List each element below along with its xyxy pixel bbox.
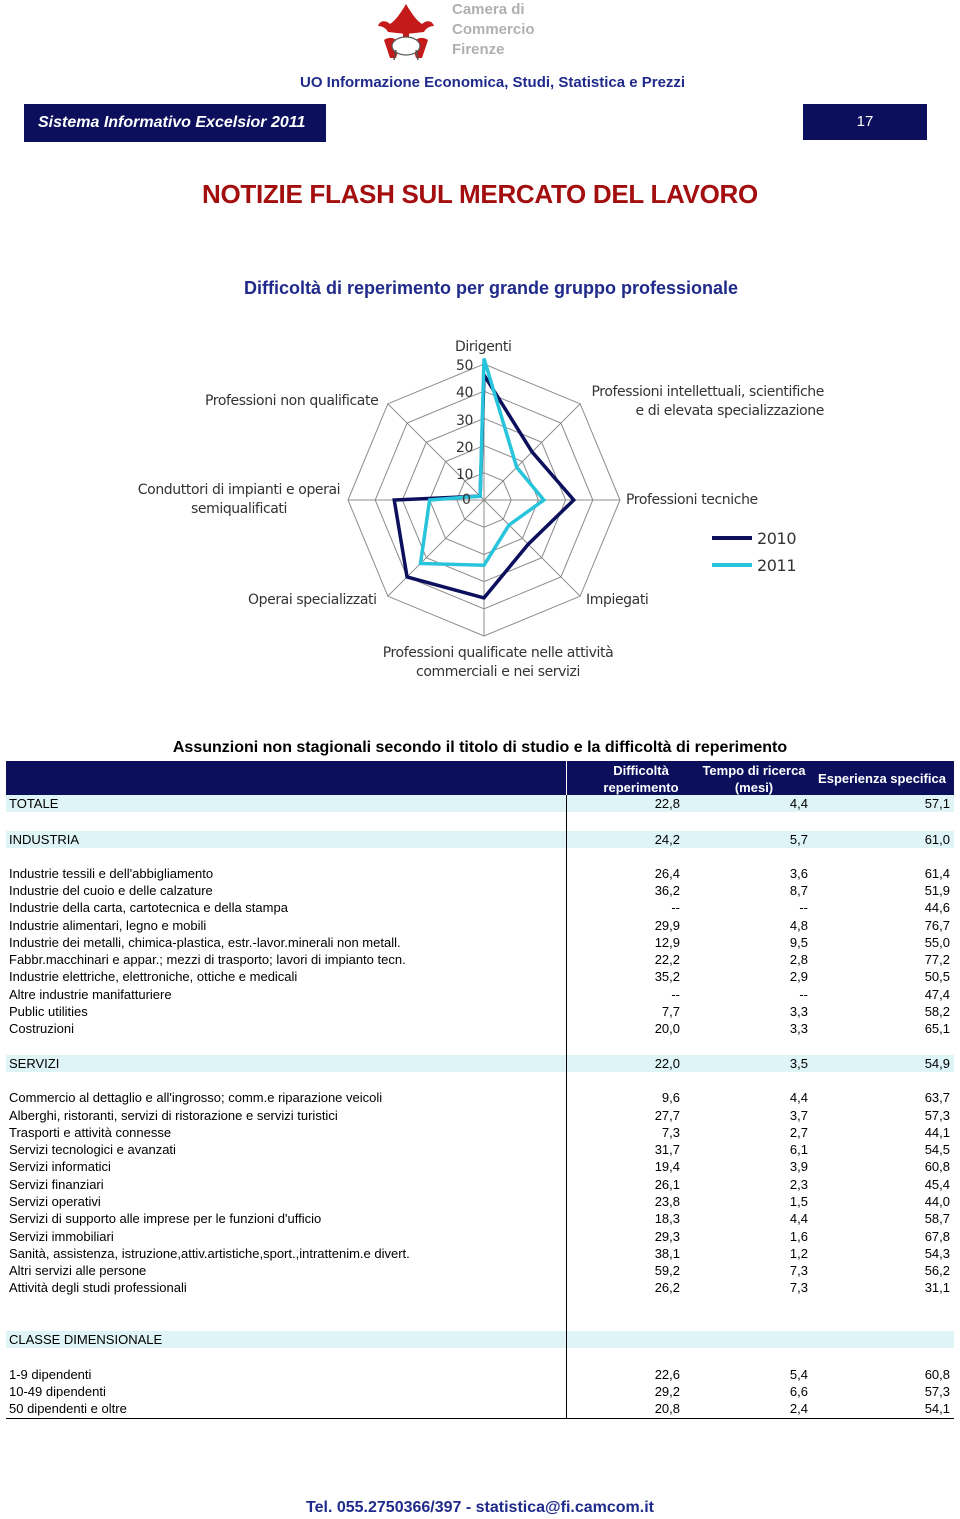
legend-label-2010: 2010 (757, 529, 797, 548)
table-row (6, 1262, 954, 1279)
row-label: TOTALE (9, 796, 59, 811)
tick-label: 10 (456, 467, 474, 483)
cell-value: 58,7 (924, 1211, 950, 1226)
table-row (6, 1228, 954, 1245)
cell-value: 45,4 (924, 1177, 950, 1192)
org-name-line1: Camera di Commercio (452, 1, 535, 38)
header-difficolta: Difficoltà reperimento (603, 763, 679, 795)
cell-value: 56,2 (924, 1263, 950, 1278)
row-label: Industrie tessili e dell'abbigliamento (9, 866, 214, 881)
row-label: Public utilities (9, 1004, 88, 1019)
tick-label: 20 (456, 440, 474, 456)
row-label: 1-9 dipendenti (9, 1367, 92, 1382)
row-label: Servizi operativi (9, 1194, 101, 1209)
row-label: CLASSE DIMENSIONALE (9, 1332, 163, 1347)
cell-value: 26,4 (654, 866, 680, 881)
table-row (6, 1003, 954, 1020)
row-label: Servizi tecnologici e avanzati (9, 1142, 176, 1157)
cell-value: 77,2 (924, 952, 950, 967)
table-row (6, 795, 954, 812)
row-label: Servizi immobiliari (9, 1229, 114, 1244)
table-row (6, 934, 954, 951)
tick-label: 0 (462, 492, 471, 508)
cell-value: 6,6 (789, 1384, 808, 1399)
org-name-line2: Firenze (452, 41, 505, 58)
cell-value: 1,6 (789, 1229, 808, 1244)
cell-value: 4,4 (789, 1211, 808, 1226)
table-row (6, 1124, 954, 1141)
cell-value: 5,7 (789, 832, 808, 847)
cell-value: 59,2 (654, 1263, 680, 1278)
cell-value: 9,6 (661, 1090, 680, 1105)
cell-value: 7,7 (661, 1004, 680, 1019)
table-row (6, 865, 954, 882)
tick-label: 50 (456, 358, 474, 374)
table-row (6, 882, 954, 899)
cell-value: 20,8 (654, 1401, 680, 1416)
cell-value: 4,4 (789, 1090, 808, 1105)
table-row (6, 1141, 954, 1158)
cell-value: 67,8 (924, 1229, 950, 1244)
row-label: Trasporti e attività connesse (9, 1125, 172, 1140)
cell-value: 7,3 (789, 1263, 808, 1278)
cell-value: 27,7 (654, 1108, 680, 1123)
cell-value: 57,3 (924, 1384, 950, 1399)
table-row (6, 899, 954, 916)
cell-value: 55,0 (924, 935, 950, 950)
table-row (6, 951, 954, 968)
row-label: Attività degli studi professionali (9, 1280, 187, 1295)
cell-value: 2,7 (789, 1125, 808, 1140)
column-divider (566, 795, 567, 1419)
cell-value: 50,5 (924, 969, 950, 984)
table-row (6, 1193, 954, 1210)
legend-swatch-2010 (712, 536, 752, 540)
axis-label-qualificate: Professioni qualificate nelle attività commerciali e nei servizi (382, 645, 614, 680)
row-label: Fabbr.macchinari e appar.; mezzi di trasporto; lavori di impianto tecn. (9, 952, 406, 967)
cell-value: 29,3 (654, 1229, 680, 1244)
cell-value: 4,4 (789, 796, 808, 811)
cell-value: 7,3 (661, 1125, 680, 1140)
cell-value: 44,6 (924, 900, 950, 915)
cell-value: 54,5 (924, 1142, 950, 1157)
row-label: Servizi di supporto alle imprese per le funzioni d'ufficio (9, 1211, 322, 1226)
system-bar (24, 104, 326, 142)
table-bottom-border (6, 1418, 954, 1419)
cell-value: 38,1 (654, 1246, 680, 1261)
cell-value: 2,8 (789, 952, 808, 967)
cell-value: 3,5 (789, 1056, 808, 1071)
row-label: Altre industrie manifatturiere (9, 987, 172, 1002)
cell-value: 3,7 (789, 1108, 808, 1123)
cell-value: 63,7 (924, 1090, 950, 1105)
table-row (6, 1176, 954, 1193)
cell-value: 61,0 (924, 832, 950, 847)
cell-value: 60,8 (924, 1159, 950, 1174)
row-label: INDUSTRIA (9, 832, 80, 847)
cell-value: 22,0 (654, 1056, 680, 1071)
cell-value: 51,9 (924, 883, 950, 898)
cell-value: -- (799, 900, 808, 915)
table-row (6, 1158, 954, 1175)
cell-value: 3,6 (789, 866, 808, 881)
cell-value: 3,3 (789, 1021, 808, 1036)
row-label: Sanità, assistenza, istruzione,attiv.artistiche,sport.,intrattenim.e divert. (9, 1246, 410, 1261)
table-row (6, 1089, 954, 1106)
cell-value: 1,5 (789, 1194, 808, 1209)
cell-value: 76,7 (924, 918, 950, 933)
cell-value: 22,8 (654, 796, 680, 811)
row-label: Alberghi, ristoranti, servizi di ristorazione e servizi turistici (9, 1108, 338, 1123)
chamber-logo (366, 0, 606, 62)
row-label: Servizi finanziari (9, 1177, 104, 1192)
cell-value: 54,3 (924, 1246, 950, 1261)
cell-value: 2,9 (789, 969, 808, 984)
cell-value: 54,9 (924, 1056, 950, 1071)
header-divider (566, 761, 567, 796)
header-esperienza: Esperienza specifica (818, 771, 946, 786)
axis-label-conduttori: Conduttori di impianti e operai semiqualificati (137, 482, 341, 517)
axis-label-tecniche: Professioni tecniche (626, 492, 758, 508)
system-title: Sistema Informativo Excelsior 2011 (38, 114, 306, 131)
legend-swatch-2011 (712, 563, 752, 567)
page-title: NOTIZIE FLASH SUL MERCATO DEL LAVORO (202, 179, 758, 209)
lily-emblem-icon (366, 0, 446, 62)
unit-name: UO Informazione Economica, Studi, Statistica e Prezzi (300, 74, 686, 91)
cell-value: 35,2 (654, 969, 680, 984)
row-label: Industrie dei metalli, chimica-plastica, estr.-lavor.minerali non metall. (9, 935, 401, 950)
row-label: Industrie alimentari, legno e mobili (9, 918, 207, 933)
table-row (6, 986, 954, 1003)
tick-label: 30 (456, 413, 474, 429)
cell-value: -- (671, 900, 680, 915)
table-row (6, 1366, 954, 1383)
header-tempo: Tempo di ricerca (mesi) (702, 763, 806, 795)
table-row (6, 1107, 954, 1124)
row-label: Altri servizi alle persone (9, 1263, 147, 1278)
page-number: 17 (803, 104, 927, 140)
cell-value: 31,1 (924, 1280, 950, 1295)
cell-value: 22,2 (654, 952, 680, 967)
table-row (6, 1245, 954, 1262)
cell-value: 8,7 (789, 883, 808, 898)
table-row (6, 1020, 954, 1037)
row-label: Industrie della carta, cartotecnica e della stampa (9, 900, 288, 915)
cell-value: 3,3 (789, 1004, 808, 1019)
cell-value: 5,4 (789, 1367, 808, 1382)
row-label: Servizi informatici (9, 1159, 111, 1174)
table-row (6, 1400, 954, 1417)
legend-label-2011: 2011 (757, 556, 797, 575)
chart-title: Difficoltà di reperimento per grande gruppo professionale (243, 278, 739, 298)
axis-label-intellettuali: Professioni intellettuali, scientifiche e di elevata specializzazione (591, 384, 824, 419)
cell-value: 22,6 (654, 1367, 680, 1382)
cell-value: 57,3 (924, 1108, 950, 1123)
cell-value: 58,2 (924, 1004, 950, 1019)
cell-value: 44,0 (924, 1194, 950, 1209)
cell-value: 44,1 (924, 1125, 950, 1140)
cell-value: -- (799, 987, 808, 1002)
cell-value: 26,1 (654, 1177, 680, 1192)
row-label: Costruzioni (9, 1021, 75, 1036)
row-label: SERVIZI (9, 1056, 60, 1071)
cell-value: 19,4 (654, 1159, 680, 1174)
cell-value: 60,8 (924, 1367, 950, 1382)
table-row (6, 1383, 954, 1400)
cell-value: 2,3 (789, 1177, 808, 1192)
table-row (6, 968, 954, 985)
footer-contact: Tel. 055.2750366/397 - statistica@fi.camcom.it (306, 1499, 654, 1516)
row-label: Commercio al dettaglio e all'ingrosso; comm.e riparazione veicoli (9, 1090, 383, 1105)
table-header (6, 761, 954, 796)
cell-value: 65,1 (924, 1021, 950, 1036)
cell-value: 12,9 (654, 935, 680, 950)
cell-value: 18,3 (654, 1211, 680, 1226)
table-row (6, 1210, 954, 1227)
table-row (6, 917, 954, 934)
axis-label-non-qualificate: Professioni non qualificate (205, 393, 379, 409)
cell-value: 47,4 (924, 987, 950, 1002)
table-row (6, 1279, 954, 1296)
cell-value: 23,8 (654, 1194, 680, 1209)
table-title: Assunzioni non stagionali secondo il titolo di studio e la difficoltà di reperimento (172, 739, 788, 756)
tick-label: 40 (456, 385, 474, 401)
cell-value: 31,7 (654, 1142, 680, 1157)
row-label: 10-49 dipendenti (9, 1384, 106, 1399)
cell-value: 26,2 (654, 1280, 680, 1295)
row-label: 50 dipendenti e oltre (9, 1401, 127, 1416)
cell-value: 29,2 (654, 1384, 680, 1399)
table-row (6, 831, 954, 848)
cell-value: 9,5 (789, 935, 808, 950)
axis-label-dirigenti: Dirigenti (455, 339, 512, 355)
axis-label-operai-specializzati: Operai specializzati (248, 592, 377, 608)
cell-value: 7,3 (789, 1280, 808, 1295)
cell-value: 24,2 (654, 832, 680, 847)
cell-value: 4,8 (789, 918, 808, 933)
table-row (6, 1331, 954, 1348)
table-row (6, 1055, 954, 1072)
cell-value: 6,1 (789, 1142, 808, 1157)
cell-value: 61,4 (924, 866, 950, 881)
cell-value: 1,2 (789, 1246, 808, 1261)
cell-value: 2,4 (789, 1401, 808, 1416)
axis-label-impiegati: Impiegati (586, 592, 649, 608)
cell-value: 20,0 (654, 1021, 680, 1036)
cell-value: 36,2 (654, 883, 680, 898)
cell-value: 57,1 (924, 796, 950, 811)
cell-value: 29,9 (654, 918, 680, 933)
cell-value: 3,9 (789, 1159, 808, 1174)
cell-value: -- (671, 987, 680, 1002)
series-line-2011 (421, 359, 544, 566)
row-label: Industrie elettriche, elettroniche, ottiche e medicali (9, 969, 298, 984)
radar-chart (0, 330, 960, 710)
row-label: Industrie del cuoio e delle calzature (9, 883, 213, 898)
cell-value: 54,1 (924, 1401, 950, 1416)
